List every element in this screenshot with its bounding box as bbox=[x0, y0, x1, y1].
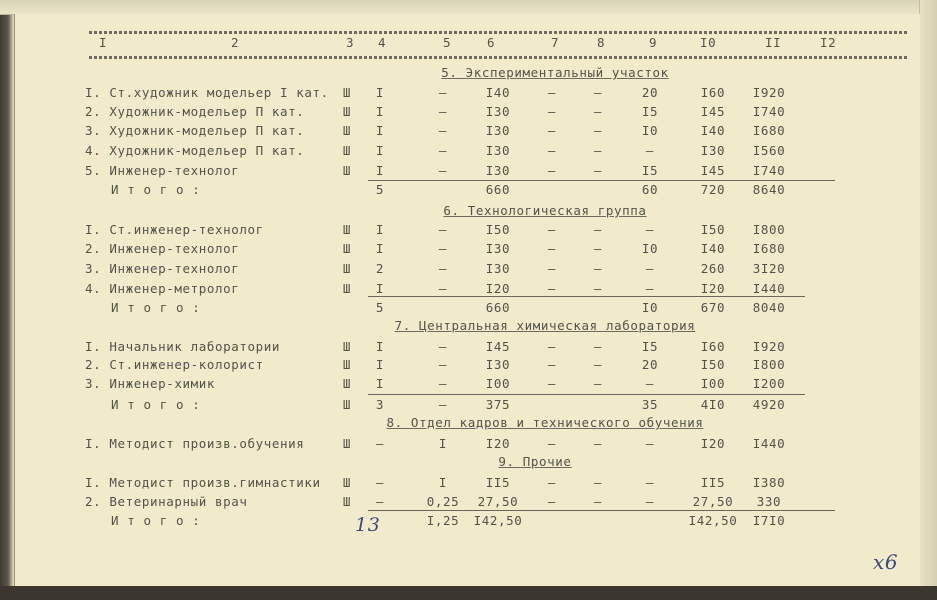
row-cell-c8: – bbox=[593, 376, 603, 391]
row-cell-c11: I920 bbox=[752, 339, 786, 354]
total-cell-c10: 670 bbox=[700, 300, 726, 315]
row-cell-c5: – bbox=[438, 376, 448, 391]
total-rule bbox=[368, 296, 805, 297]
row-cell-c3: Ш bbox=[342, 436, 352, 451]
row-cell-c6: I20 bbox=[485, 281, 511, 296]
row-cell-c5: – bbox=[438, 241, 448, 256]
row-cell-c6: I50 bbox=[485, 222, 511, 237]
row-cell-c6: I30 bbox=[485, 261, 511, 276]
row-cell-c7: – bbox=[547, 339, 557, 354]
row-position-name: I. Методист произв.гимнастики bbox=[85, 475, 321, 490]
column-header-2: 2 bbox=[231, 35, 240, 50]
row-cell-c7: – bbox=[547, 85, 557, 100]
row-cell-c11: I560 bbox=[752, 143, 786, 158]
total-cell-c6: I42,50 bbox=[473, 513, 523, 528]
row-cell-c6: I20 bbox=[485, 436, 511, 451]
row-cell-c8: – bbox=[593, 85, 603, 100]
row-cell-c4: – bbox=[375, 494, 385, 509]
total-cell-c10: 720 bbox=[700, 182, 726, 197]
row-cell-c8: – bbox=[593, 104, 603, 119]
row-cell-c4: – bbox=[375, 475, 385, 490]
row-cell-c3: Ш bbox=[342, 85, 352, 100]
handwritten-total-mark: 13 bbox=[355, 514, 381, 536]
row-cell-c10: I50 bbox=[700, 357, 726, 372]
header-bottom-rule bbox=[89, 56, 909, 59]
row-cell-c8: – bbox=[593, 123, 603, 138]
row-cell-c8: – bbox=[593, 494, 603, 509]
row-cell-c9: – bbox=[645, 222, 655, 237]
row-cell-c8: – bbox=[593, 357, 603, 372]
row-cell-c6: I30 bbox=[485, 143, 511, 158]
row-cell-c11: I920 bbox=[752, 85, 786, 100]
row-position-name: 2. Инженер-технолог bbox=[85, 241, 240, 256]
column-header-5: 5 bbox=[443, 35, 452, 50]
row-cell-c10: I20 bbox=[700, 281, 726, 296]
total-cell-c11: 8040 bbox=[752, 300, 786, 315]
row-cell-c10: 27,50 bbox=[692, 494, 734, 509]
section-title: 9. Прочие bbox=[498, 454, 572, 469]
row-position-name: I. Ст.инженер-технолог bbox=[85, 222, 264, 237]
row-cell-c5: – bbox=[438, 123, 448, 138]
row-cell-c3: Ш bbox=[342, 143, 352, 158]
total-cell-c5: I,25 bbox=[426, 513, 460, 528]
row-cell-c11: I680 bbox=[752, 241, 786, 256]
column-header-1: I bbox=[99, 35, 108, 50]
header-top-rule bbox=[89, 31, 909, 34]
row-cell-c9: – bbox=[645, 475, 655, 490]
row-cell-c7: – bbox=[547, 281, 557, 296]
row-cell-c8: – bbox=[593, 222, 603, 237]
row-cell-c5: – bbox=[438, 163, 448, 178]
row-cell-c3: Ш bbox=[342, 163, 352, 178]
total-cell-c11: 8640 bbox=[752, 182, 786, 197]
total-label: И т о г о : bbox=[111, 182, 201, 197]
row-cell-c10: I50 bbox=[700, 222, 726, 237]
row-cell-c3: Ш bbox=[342, 104, 352, 119]
row-cell-c8: – bbox=[593, 436, 603, 451]
row-position-name: 5. Инженер-технолог bbox=[85, 163, 240, 178]
row-cell-c7: – bbox=[547, 143, 557, 158]
total-cell-c9: I0 bbox=[641, 300, 659, 315]
row-cell-c5: – bbox=[438, 143, 448, 158]
row-cell-c5: – bbox=[438, 85, 448, 100]
row-cell-c4: 2 bbox=[375, 261, 385, 276]
row-cell-c3: Ш bbox=[342, 475, 352, 490]
row-cell-c6: I40 bbox=[485, 85, 511, 100]
row-cell-c9: 20 bbox=[641, 357, 659, 372]
row-cell-c6: 27,50 bbox=[477, 494, 519, 509]
row-cell-c4: I bbox=[375, 163, 385, 178]
row-cell-c11: 330 bbox=[756, 494, 782, 509]
row-cell-c3: Ш bbox=[342, 357, 352, 372]
row-cell-c8: – bbox=[593, 339, 603, 354]
row-cell-c9: I5 bbox=[641, 163, 659, 178]
row-cell-c10: II5 bbox=[700, 475, 726, 490]
total-cell-c9: 60 bbox=[641, 182, 659, 197]
row-cell-c6: I30 bbox=[485, 357, 511, 372]
row-cell-c8: – bbox=[593, 475, 603, 490]
row-cell-c5: – bbox=[438, 281, 448, 296]
row-cell-c9: I5 bbox=[641, 339, 659, 354]
row-cell-c7: – bbox=[547, 163, 557, 178]
row-cell-c10: 260 bbox=[700, 261, 726, 276]
row-cell-c11: I740 bbox=[752, 104, 786, 119]
row-cell-c10: I45 bbox=[700, 163, 726, 178]
row-cell-c7: – bbox=[547, 436, 557, 451]
section-title: 8. Отдел кадров и технического обучения bbox=[386, 415, 704, 430]
total-rule bbox=[368, 394, 805, 395]
row-cell-c4: – bbox=[375, 436, 385, 451]
right-paper-edge bbox=[919, 0, 937, 600]
total-cell-c4: 3 bbox=[375, 397, 385, 412]
row-cell-c9: I5 bbox=[641, 104, 659, 119]
total-cell-c9: 35 bbox=[641, 397, 659, 412]
row-cell-c6: I30 bbox=[485, 123, 511, 138]
row-cell-c10: I00 bbox=[700, 376, 726, 391]
row-cell-c5: I bbox=[438, 475, 448, 490]
row-cell-c4: I bbox=[375, 143, 385, 158]
column-header-10: I0 bbox=[700, 35, 717, 50]
row-cell-c7: – bbox=[547, 376, 557, 391]
row-cell-c6: I30 bbox=[485, 104, 511, 119]
row-cell-c7: – bbox=[547, 357, 557, 372]
row-cell-c7: – bbox=[547, 104, 557, 119]
total-cell-c3: Ш bbox=[342, 397, 352, 412]
section-title: 6. Технологическая группа bbox=[443, 203, 647, 218]
row-cell-c7: – bbox=[547, 123, 557, 138]
row-cell-c3: Ш bbox=[342, 376, 352, 391]
row-cell-c9: – bbox=[645, 143, 655, 158]
row-cell-c10: I60 bbox=[700, 85, 726, 100]
row-cell-c3: Ш bbox=[342, 123, 352, 138]
row-position-name: 2. Ветеринарный врач bbox=[85, 494, 248, 509]
row-position-name: 3. Инженер-химик bbox=[85, 376, 216, 391]
row-cell-c5: – bbox=[438, 261, 448, 276]
row-position-name: I. Методист произв.обучения bbox=[85, 436, 305, 451]
row-cell-c11: I800 bbox=[752, 357, 786, 372]
total-label: И т о г о : bbox=[111, 513, 201, 528]
row-cell-c5: – bbox=[438, 104, 448, 119]
row-cell-c11: 3I20 bbox=[752, 261, 786, 276]
row-cell-c3: Ш bbox=[342, 261, 352, 276]
scan-bottom-shadow bbox=[0, 586, 937, 600]
column-header-11: II bbox=[765, 35, 782, 50]
row-cell-c5: 0,25 bbox=[426, 494, 460, 509]
row-position-name: 2. Художник-модельер П кат. bbox=[85, 104, 305, 119]
total-cell-c6: 660 bbox=[485, 182, 511, 197]
row-cell-c8: – bbox=[593, 241, 603, 256]
row-cell-c11: I440 bbox=[752, 281, 786, 296]
row-cell-c9: – bbox=[645, 261, 655, 276]
row-cell-c11: I380 bbox=[752, 475, 786, 490]
row-cell-c6: II5 bbox=[485, 475, 511, 490]
column-header-4: 4 bbox=[378, 35, 387, 50]
row-cell-c3: Ш bbox=[342, 222, 352, 237]
row-cell-c6: I45 bbox=[485, 339, 511, 354]
total-cell-c6: 660 bbox=[485, 300, 511, 315]
row-cell-c4: I bbox=[375, 241, 385, 256]
row-position-name: I. Ст.художник модельер I кат. bbox=[85, 85, 329, 100]
row-cell-c9: – bbox=[645, 436, 655, 451]
row-cell-c4: I bbox=[375, 281, 385, 296]
row-cell-c3: Ш bbox=[342, 339, 352, 354]
row-cell-c9: – bbox=[645, 376, 655, 391]
row-cell-c6: I30 bbox=[485, 241, 511, 256]
row-cell-c10: I40 bbox=[700, 123, 726, 138]
total-rule bbox=[368, 180, 835, 181]
handwritten-corner-mark: x6 bbox=[873, 550, 899, 574]
row-cell-c9: I0 bbox=[641, 123, 659, 138]
column-header-6: 6 bbox=[487, 35, 496, 50]
column-header-8: 8 bbox=[597, 35, 606, 50]
row-cell-c9: 20 bbox=[641, 85, 659, 100]
row-cell-c10: I30 bbox=[700, 143, 726, 158]
total-rule bbox=[368, 510, 835, 511]
row-cell-c6: I00 bbox=[485, 376, 511, 391]
section-title: 7. Центральная химическая лаборатория bbox=[394, 318, 696, 333]
row-cell-c5: I bbox=[438, 436, 448, 451]
row-cell-c3: Ш bbox=[342, 281, 352, 296]
column-header-3: 3 bbox=[346, 35, 355, 50]
row-cell-c4: I bbox=[375, 376, 385, 391]
row-cell-c11: I680 bbox=[752, 123, 786, 138]
row-cell-c4: I bbox=[375, 104, 385, 119]
row-position-name: 4. Инженер-метролог bbox=[85, 281, 240, 296]
row-cell-c11: I800 bbox=[752, 222, 786, 237]
row-cell-c11: I740 bbox=[752, 163, 786, 178]
row-cell-c7: – bbox=[547, 494, 557, 509]
row-cell-c7: – bbox=[547, 222, 557, 237]
total-cell-c4: 5 bbox=[375, 182, 385, 197]
row-cell-c7: – bbox=[547, 241, 557, 256]
total-cell-c6: 375 bbox=[485, 397, 511, 412]
row-cell-c11: I440 bbox=[752, 436, 786, 451]
total-cell-c4: 5 bbox=[375, 300, 385, 315]
total-cell-c5: – bbox=[438, 397, 448, 412]
total-label: И т о г о : bbox=[111, 397, 201, 412]
row-cell-c10: I45 bbox=[700, 104, 726, 119]
total-cell-c10: I42,50 bbox=[688, 513, 738, 528]
row-cell-c9: I0 bbox=[641, 241, 659, 256]
row-position-name: 3. Инженер-технолог bbox=[85, 261, 240, 276]
row-position-name: I. Начальник лаборатории bbox=[85, 339, 281, 354]
row-cell-c10: I40 bbox=[700, 241, 726, 256]
top-paper-edge bbox=[0, 0, 937, 15]
total-cell-c10: 4I0 bbox=[700, 397, 726, 412]
row-cell-c10: I60 bbox=[700, 339, 726, 354]
total-cell-c11: I7I0 bbox=[752, 513, 786, 528]
row-cell-c8: – bbox=[593, 163, 603, 178]
row-cell-c8: – bbox=[593, 143, 603, 158]
document-sheet bbox=[14, 14, 920, 586]
row-cell-c8: – bbox=[593, 261, 603, 276]
row-cell-c4: I bbox=[375, 85, 385, 100]
row-cell-c4: I bbox=[375, 123, 385, 138]
row-cell-c10: I20 bbox=[700, 436, 726, 451]
row-cell-c3: Ш bbox=[342, 241, 352, 256]
row-cell-c9: – bbox=[645, 281, 655, 296]
row-cell-c11: I200 bbox=[752, 376, 786, 391]
column-header-9: 9 bbox=[649, 35, 658, 50]
column-header-12: I2 bbox=[820, 35, 837, 50]
row-cell-c8: – bbox=[593, 281, 603, 296]
row-cell-c4: I bbox=[375, 222, 385, 237]
row-cell-c5: – bbox=[438, 357, 448, 372]
row-cell-c4: I bbox=[375, 339, 385, 354]
row-cell-c7: – bbox=[547, 475, 557, 490]
row-position-name: 2. Ст.инженер-колорист bbox=[85, 357, 264, 372]
row-cell-c3: Ш bbox=[342, 494, 352, 509]
row-cell-c6: I30 bbox=[485, 163, 511, 178]
row-cell-c4: I bbox=[375, 357, 385, 372]
row-cell-c5: – bbox=[438, 339, 448, 354]
row-cell-c5: – bbox=[438, 222, 448, 237]
total-cell-c11: 4920 bbox=[752, 397, 786, 412]
row-cell-c9: – bbox=[645, 494, 655, 509]
row-cell-c7: – bbox=[547, 261, 557, 276]
row-position-name: 3. Художник-модельер П кат. bbox=[85, 123, 305, 138]
row-position-name: 4. Художник-модельер П кат. bbox=[85, 143, 305, 158]
total-label: И т о г о : bbox=[111, 300, 201, 315]
column-header-7: 7 bbox=[551, 35, 560, 50]
section-title: 5. Экспериментальный участок bbox=[441, 65, 669, 80]
